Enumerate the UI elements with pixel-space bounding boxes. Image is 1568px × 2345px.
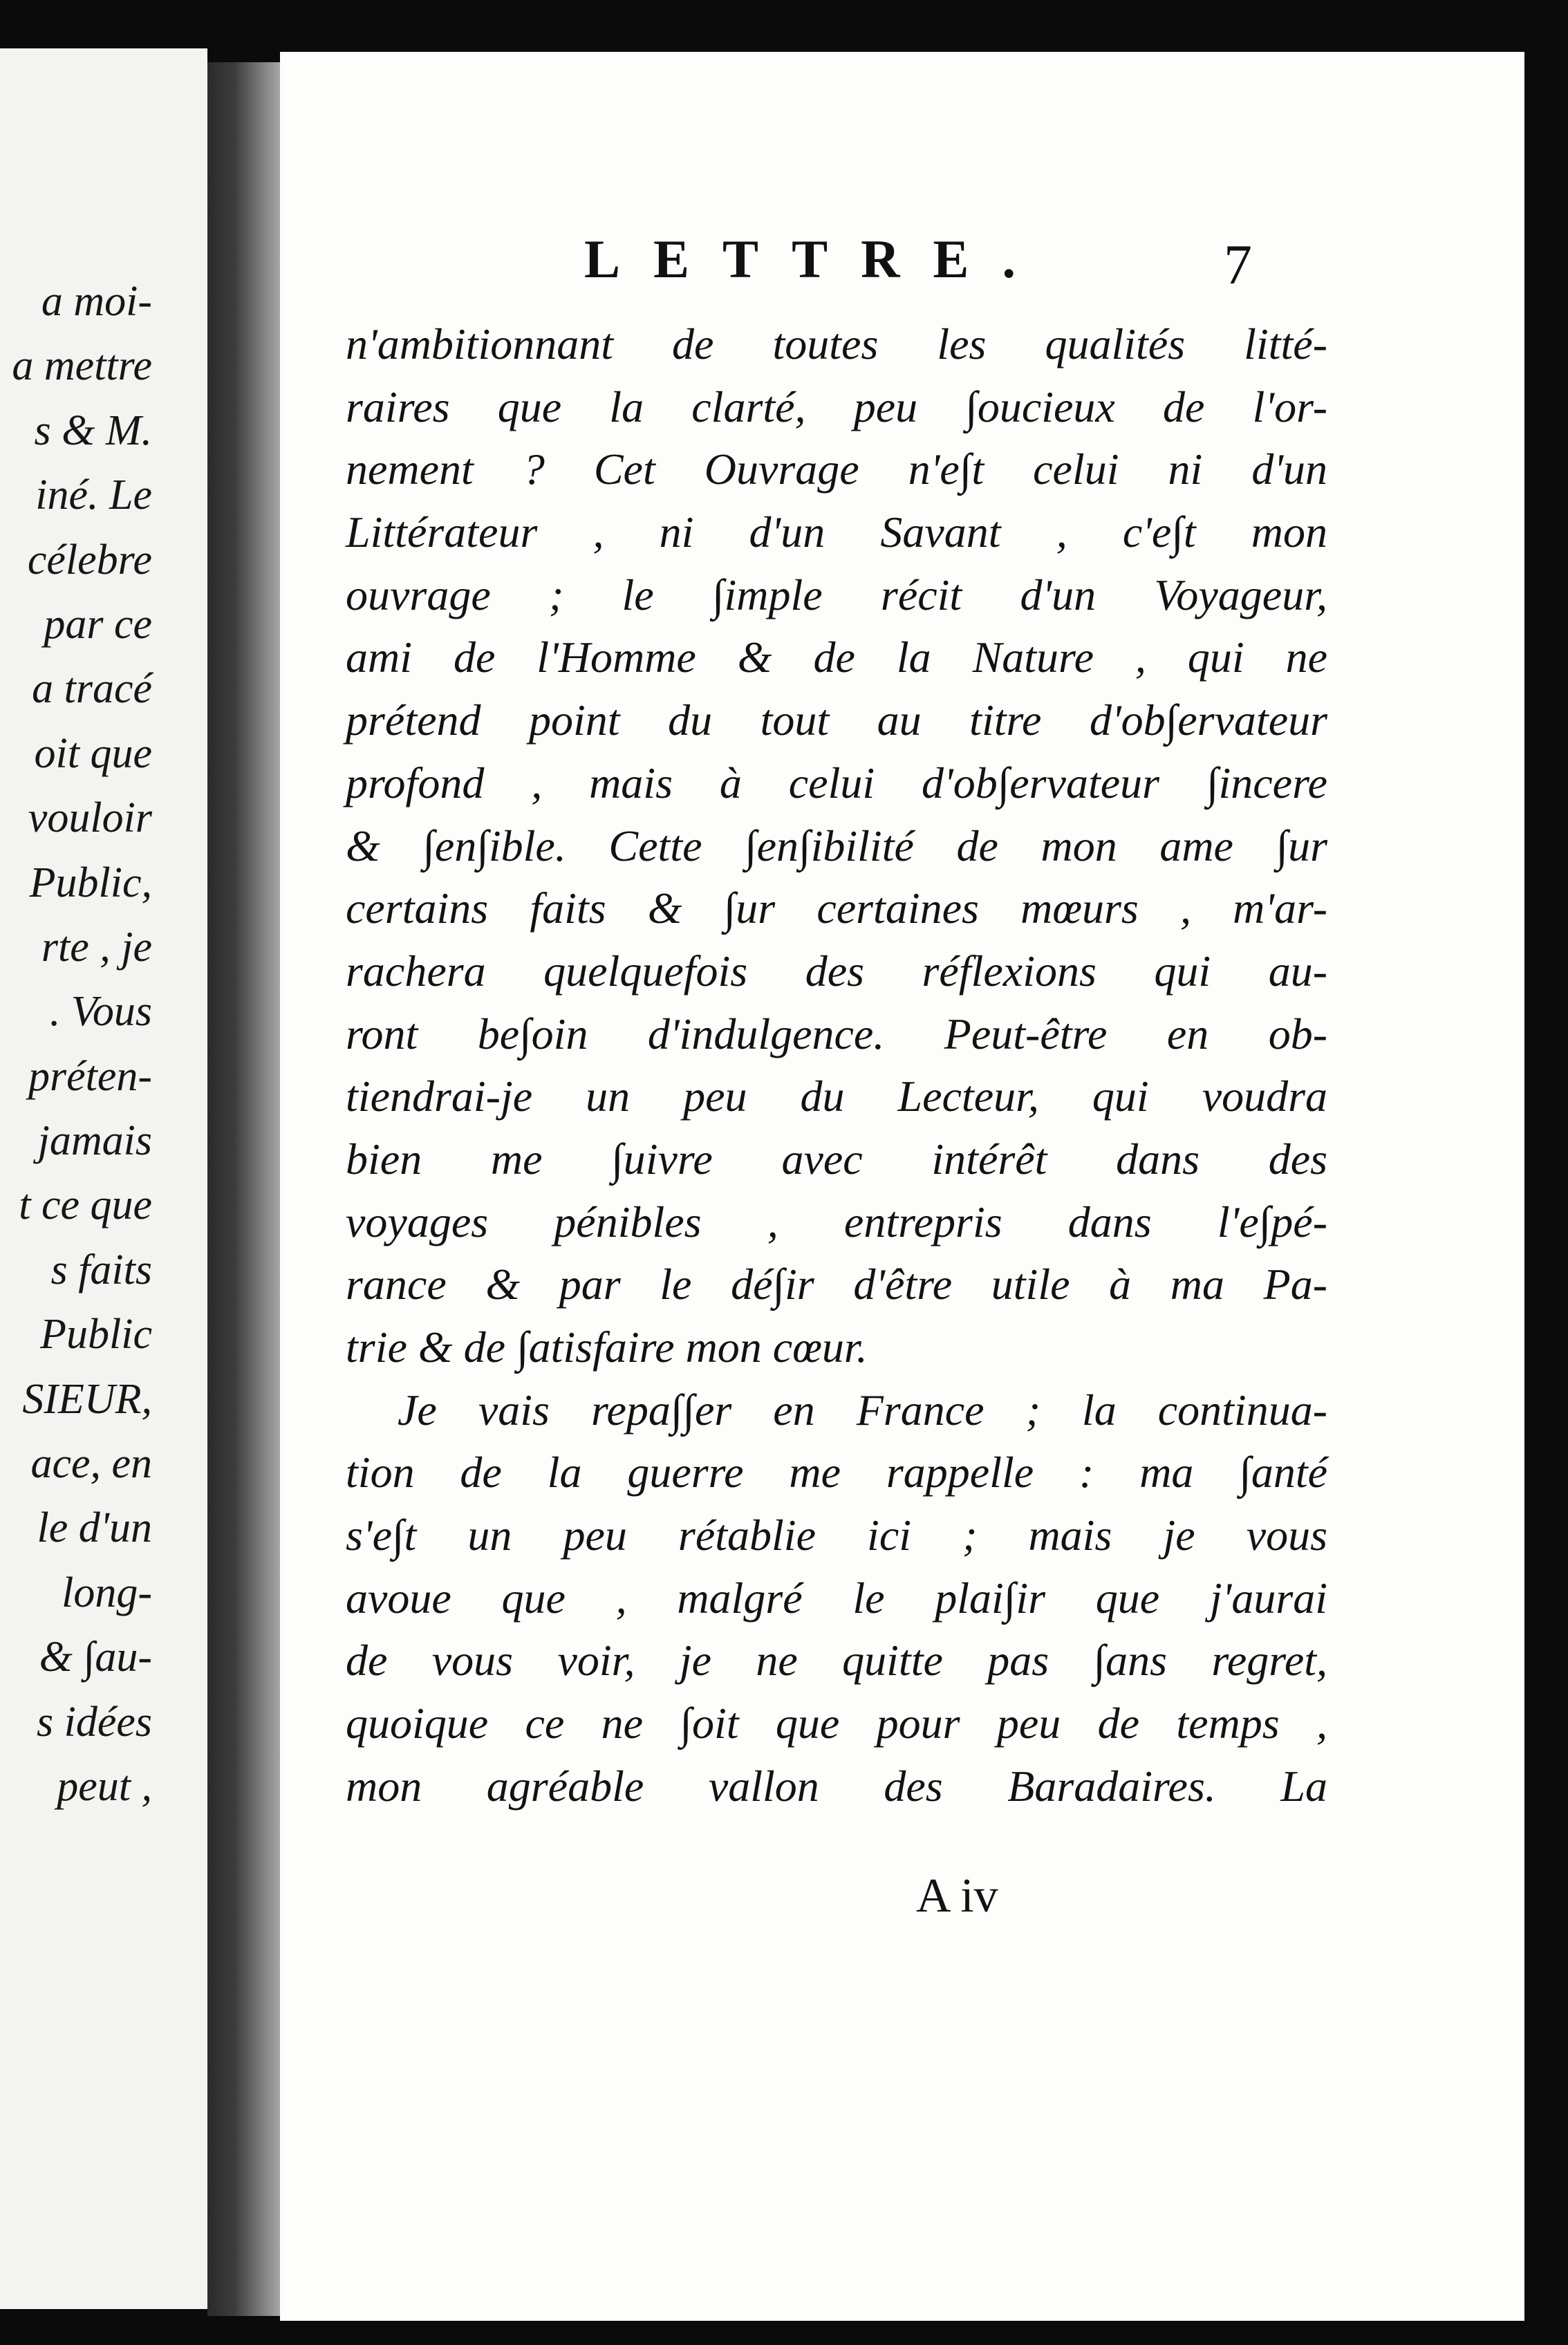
- paragraph-start-line: Je vais repa∫∫er en France ; la continua-: [398, 1385, 1327, 1435]
- previous-page-text: [0, 270, 207, 1819]
- text-line: certains faits & ∫ur certaines mœurs , m'ar-: [346, 884, 1327, 933]
- text-line: par ce: [44, 600, 152, 648]
- page-body-text: [346, 313, 1327, 1818]
- signature-mark: A iv: [916, 1869, 998, 1923]
- text-line: t ce que: [19, 1181, 152, 1229]
- text-line: s faits: [50, 1246, 152, 1293]
- text-line: & ∫au-: [39, 1634, 152, 1681]
- text-line: jamais: [37, 1117, 152, 1165]
- text-line: avoue que , malgré le plai∫ir que j'aurai: [346, 1573, 1327, 1623]
- text-line: ami de l'Homme & de la Nature , qui ne: [346, 633, 1327, 682]
- text-line: s'e∫t un peu rétablie ici ; mais je vous: [346, 1511, 1327, 1560]
- text-line: . Vous: [49, 988, 152, 1036]
- text-line: oit que: [34, 729, 152, 777]
- current-page: [280, 52, 1524, 2321]
- text-line: a tracé: [32, 665, 152, 713]
- page-number: 7: [1224, 233, 1252, 296]
- text-line: nement ? Cet Ouvrage n'e∫t celui ni d'un: [346, 445, 1327, 494]
- text-line: Public: [40, 1311, 152, 1358]
- text-line: prétend point du tout au titre d'ob∫ervateur: [346, 695, 1327, 745]
- text-line: tiendrai-je un peu du Lecteur, qui voudra: [346, 1072, 1327, 1121]
- text-line: ouvrage ; le ∫imple récit d'un Voyageur,: [346, 570, 1327, 619]
- text-line: peut ,: [57, 1762, 152, 1810]
- running-head-title: LETTRE.: [584, 229, 1049, 289]
- text-line: SIEUR,: [22, 1375, 152, 1423]
- text-line: de vous voir, je ne quitte pas ∫ans regret,: [346, 1636, 1327, 1685]
- text-line: a mettre: [12, 342, 152, 390]
- text-line: voyages pénibles , entrepris dans l'e∫pé-: [346, 1197, 1327, 1246]
- text-line: vouloir: [28, 794, 152, 842]
- text-line: quoique ce ne ∫oit que pour peu de temps ,: [346, 1699, 1327, 1748]
- text-line: tion de la guerre me rappelle : ma ∫anté: [346, 1448, 1327, 1497]
- text-line: raires que la clarté, peu ∫oucieux de l'or-: [346, 382, 1327, 431]
- text-line: le d'un: [37, 1504, 152, 1552]
- previous-page: [0, 48, 207, 2309]
- text-line: rte , je: [41, 923, 152, 971]
- text-line: ace, en: [30, 1440, 152, 1488]
- text-line: iné. Le: [35, 471, 152, 519]
- text-line: rachera quelquefois des réflexions qui au-: [346, 946, 1327, 996]
- text-line: a moi-: [41, 278, 152, 325]
- text-line: long-: [62, 1569, 152, 1616]
- text-line: & ∫en∫ible. Cette ∫en∫ibilité de mon ame ∫ur: [346, 821, 1327, 870]
- paragraph-end-line: trie & de ∫atisfaire mon cœur.: [346, 1323, 868, 1372]
- text-line: n'ambitionnant de toutes les qualités litté-: [346, 319, 1327, 368]
- text-line: préten-: [28, 1052, 152, 1100]
- text-line: s idées: [36, 1698, 152, 1746]
- running-head: [280, 228, 1414, 311]
- text-line: profond , mais à celui d'ob∫ervateur ∫incere: [346, 758, 1327, 807]
- text-line: ront be∫oin d'indulgence. Peut-être en ob-: [346, 1009, 1327, 1058]
- text-line: mon agréable vallon des Baradaires. La: [346, 1761, 1327, 1811]
- text-line: bien me ∫uivre avec intérêt dans des: [346, 1134, 1327, 1184]
- text-line: s & M.: [34, 407, 152, 454]
- text-line: rance & par le dé∫ir d'être utile à ma Pa-: [346, 1260, 1327, 1309]
- text-line: Littérateur , ni d'un Savant , c'e∫t mon: [346, 507, 1327, 557]
- text-line: Public,: [29, 859, 152, 906]
- text-line: célebre: [27, 536, 152, 583]
